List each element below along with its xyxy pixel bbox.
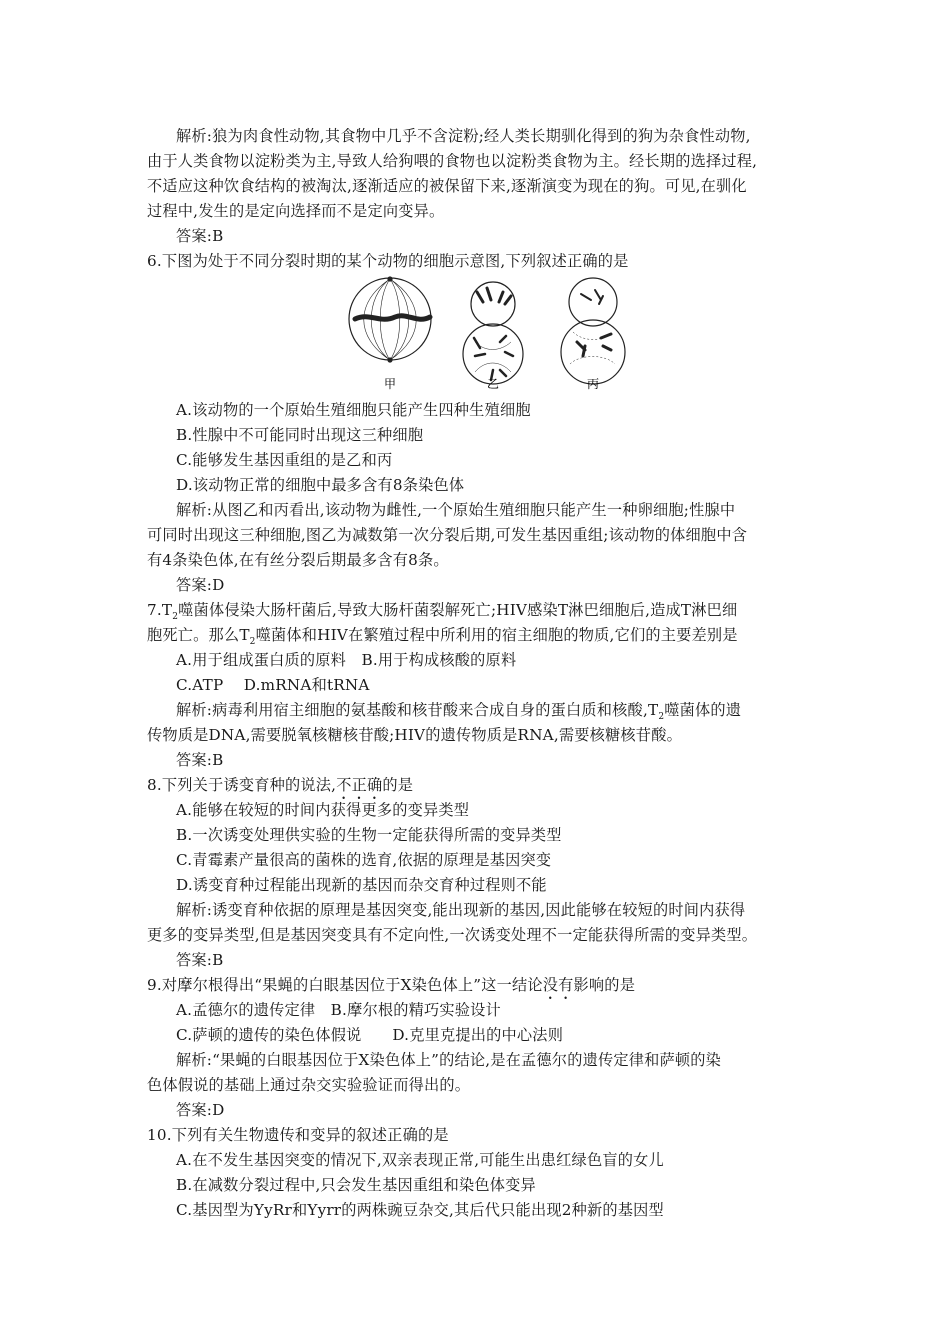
text-line: 由于人类食物以淀粉类为主,导致人给狗喂的食物也以淀粉类食物为主。经长期的选择过程,	[147, 152, 758, 170]
figure-label-yi: 乙	[486, 377, 500, 391]
emphasis-text: 没有	[542, 976, 574, 994]
question-6: 6.下图为处于不同分裂时期的某个动物的细胞示意图,下列叙述正确的是	[147, 252, 629, 270]
answer-line: 答案:B	[176, 951, 224, 969]
text-span: 噬菌体的遗	[664, 701, 742, 719]
figure-label-bing: 丙	[586, 377, 600, 391]
option-c: C.能够发生基因重组的是乙和丙	[176, 451, 393, 469]
text-line: 解析:诱变育种依据的原理是基因突变,能出现新的基因,因此能够在较短的时间内获得	[176, 901, 746, 919]
text-line: 色体假说的基础上通过杂交实验验证而得出的。	[147, 1076, 471, 1094]
option-c: C.基因型为YyRr和Yyrr的两株豌豆杂交,其后代只能出现2种新的基因型	[176, 1201, 664, 1219]
answer-line: 答案:B	[176, 751, 224, 769]
text-line: 解析:从图乙和丙看出,该动物为雌性,一个原始生殖细胞只能产生一种卵细胞;性腺中	[176, 501, 736, 519]
text-span: 解析:病毒利用宿主细胞的氨基酸和核苷酸来合成自身的蛋白质和核酸,T	[176, 701, 659, 719]
text-span: 噬菌体和HIV在繁殖过程中所利用的宿主细胞的物质,它们的主要差别是	[255, 626, 738, 644]
option-b: B.在减数分裂过程中,只会发生基因重组和染色体变异	[176, 1176, 536, 1194]
text-span: 胞死亡。那么T	[147, 626, 250, 644]
option-b: B.性腺中不可能同时出现这三种细胞	[176, 426, 424, 444]
text-span: 影响的是	[573, 976, 636, 994]
text-line: 有4条染色体,在有丝分裂后期最多含有8条。	[147, 551, 449, 569]
text-line: 传物质是DNA,需要脱氧核糖核苷酸;HIV的遗传物质是RNA,需要核糖核苷酸。	[147, 726, 682, 744]
text-span: 噬菌体侵染大肠杆菌后,导致大肠杆菌裂解死亡;HIV感染T淋巴细胞后,造成T淋巴细	[178, 601, 738, 619]
text-span: 9.对摩尔根得出“果蝇的白眼基因位于X染色体上”这一结论	[147, 976, 543, 994]
emphasis-text: 不正确	[336, 776, 383, 794]
option-d: D.该动物正常的细胞中最多含有8条染色体	[176, 476, 465, 494]
text-line: 更多的变异类型,但是基因突变具有不定向性,一次诱变处理不一定能获得所需的变异类型。	[147, 926, 758, 944]
answer-line: 答案:D	[176, 1101, 225, 1119]
option-line: A.孟德尔的遗传定律 B.摩尔根的精巧实验设计	[176, 1001, 501, 1019]
question-10: 10.下列有关生物遗传和变异的叙述正确的是	[147, 1126, 449, 1144]
cell-yi	[463, 282, 523, 384]
subscript: 2	[172, 612, 179, 623]
text-span: 的是	[382, 776, 414, 794]
answer-line: 答案:D	[176, 576, 225, 594]
text-line: 解析:狼为肉食性动物,其食物中几乎不含淀粉;经人类长期驯化得到的狗为杂食性动物,	[176, 127, 751, 145]
text-line: 解析:“果蝇的白眼基因位于X染色体上”的结论,是在孟德尔的遗传定律和萨顿的染	[176, 1051, 722, 1069]
subscript: 2	[658, 712, 665, 723]
cell-division-figure	[345, 272, 645, 392]
text-span: 8.下列关于诱变育种的说法,	[147, 776, 337, 794]
text-line: 可同时出现这三种细胞,图乙为减数第一次分裂后期,可发生基因重组;该动物的体细胞中含	[147, 526, 748, 544]
figure-label-jia: 甲	[383, 377, 397, 391]
text-line: 不适应这种饮食结构的被淘汰,逐渐适应的被保留下来,逐渐演变为现在的狗。可见,在驯化	[147, 177, 747, 195]
subscript: 2	[249, 637, 256, 648]
option-a: A.能够在较短的时间内获得更多的变异类型	[176, 801, 470, 819]
option-c: C.青霉素产量很高的菌株的选育,依据的原理是基因突变	[176, 851, 552, 869]
option-a: A.在不发生基因突变的情况下,双亲表现正常,可能生出患红绿色盲的女儿	[176, 1151, 664, 1169]
cell-bing	[561, 278, 625, 384]
text-line: 过程中,发生的是定向选择而不是定向变异。	[147, 202, 445, 220]
option-b: B.一次诱变处理供实验的生物一定能获得所需的变异类型	[176, 826, 562, 844]
option-a: A.该动物的一个原始生殖细胞只能产生四种生殖细胞	[176, 401, 531, 419]
text-span: 7.T	[147, 601, 173, 619]
option-line: C.ATP D.mRNA和tRNA	[176, 676, 370, 694]
option-line: C.萨顿的遗传的染色体假说 D.克里克提出的中心法则	[176, 1026, 564, 1044]
cell-jia	[349, 277, 431, 362]
option-line: A.用于组成蛋白质的原料 B.用于构成核酸的原料	[176, 651, 517, 669]
option-d: D.诱变育种过程能出现新的基因而杂交育种过程则不能	[176, 876, 547, 894]
answer-line: 答案:B	[176, 227, 224, 245]
